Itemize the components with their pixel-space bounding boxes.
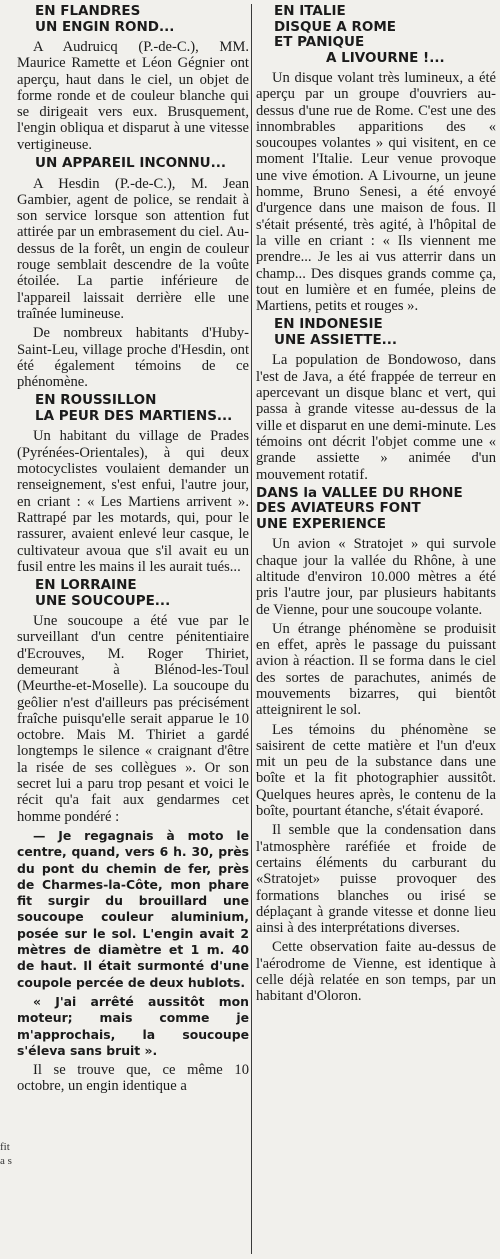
quoted-testimony-paragraph: « J'ai arrêté aussitôt mon moteur; mais comme je m'approchais, la soucoupe s'éleva sans bruit ». [17, 993, 249, 1058]
article-paragraph: Il semble que la condensation dans l'atmosphère raréfiée et froide de certains éléments du carburant du «Stratojet» puisse provoquer des formations blanches ou irisé se déplaçant à grande vitesse et donne lieu ainsi à des interprétations diverses. [256, 822, 496, 937]
article [256, 4, 496, 314]
right-column [256, 2, 496, 1008]
article-paragraph: Les témoins du phénomène se saisirent de cette matière et l'un d'eux mit un peu de la substance dans une boîte et la fit photographier aussitôt. Quelques heures après, le contenu de la boîte, pourtant étanche, s'était évaporé. [256, 721, 496, 820]
headline-line: UN APPAREIL INCONNU... [35, 155, 226, 172]
article-paragraph: Un avion « Stratojet » qui survole chaque jour la vallée du Rhône, à une altitude d'environ 10.000 mètres a été pris l'autre jour, par plusieurs habitants de Vienne, pour une soucoupe volante. [256, 536, 496, 618]
headline-line: DISQUE A ROME [274, 18, 396, 35]
column-rule [251, 4, 252, 1254]
headline-line: DANS la VALLEE DU RHONE [256, 484, 463, 501]
headline-line: A LIVOURNE !... [326, 49, 445, 66]
article-paragraph: Un disque volant très lumineux, a été aperçu par un groupe d'ouvriers au-dessus d'une rue de Rome. C'est une des innombrables apparitions des « soucoupes volantes » qui visitent, en ce moment l'Italie. Leur venue provoque une vive émotion. A Livourne, un jeune homme, Bruno Senesi, a été envoyé d'urgence dans une maison de fous. Il s'était présenté, très agité, à l'hôpital de la ville en criant : « Ils viennent me prendre... Je les ai vus atterrir dans un champ... Des disques grands comme ça, tout en lumière et en fumée, pleins de Martiens, petits et rouges ». [256, 70, 496, 315]
headline [17, 393, 249, 424]
headline-line: UNE ASSIETTE... [274, 331, 398, 348]
headline [256, 4, 496, 66]
article-paragraph: Un étrange phénomène se produisit en effet, après le passage du puissant avion à réaction. Il se forma dans le ciel des sortes de parachutes, animés de mouvements bizarres, qui bientôt atteignirent le sol. [256, 620, 496, 719]
headline-line: EN FLANDRES [35, 3, 141, 19]
headline-line: DES AVIATEURS FONT [256, 500, 421, 517]
article-paragraph: Il se trouve que, ce même 10 octobre, un engin identique a [17, 1062, 249, 1095]
article [256, 486, 496, 1005]
quoted-testimony-paragraph: — Je regagnais à moto le centre, quand, vers 6 h. 30, près du pont du chemin de fer, près de Charmes-la-Côte, mon phare fit surgir du brouillard une soucoupe couleur aluminium, posée sur le sol. L'engin avait 2 mètres de diamètre et 1 m. 40 de haut. Il était surmonté d'une coupole percée de deux hublots. [17, 827, 249, 990]
headline [256, 486, 496, 533]
article-paragraph: De nombreux habitants d'Huby-Saint-Leu, village proche d'Hesdin, ont été également témoins de ce phénomène. [17, 325, 249, 391]
article-paragraph: A Audruicq (P.-de-C.), MM. Maurice Ramette et Léon Gégnier ont aperçu, haut dans le ciel, un objet de forme ronde et de couleur blanche qui se dirigeait vers eux. Brusquement, l'engin obliqua et disparut à une vitesse vertigineuse. [17, 39, 249, 153]
headline [17, 4, 249, 35]
headline [17, 156, 249, 172]
left-column [17, 2, 249, 1098]
article [256, 317, 496, 482]
headline-line: EN INDONESIE [274, 316, 383, 333]
headline-line: EN LORRAINE [35, 577, 137, 594]
article-paragraph: Cette observation faite au-dessus de l'aérodrome de Vienne, est identique à celle déjà relatée en son temps, par un habitant d'Oloron. [256, 939, 496, 1005]
article-paragraph: La population de Bondowoso, dans l'est de Java, a été frappée de terreur en apercevant un disque blanc et vert, qui passa à grande vitesse au-dessus de la ville et disparut en une demi-minute. Les témoins ont décrit l'objet comme une « grande assiette » animée d'un mouvement rotatif. [256, 352, 496, 483]
article [17, 156, 249, 390]
headline-line: UN ENGIN ROND... [35, 18, 175, 35]
headline-line: ET PANIQUE [274, 34, 365, 50]
headline [17, 578, 249, 609]
headline-line: EN ITALIE [274, 3, 346, 19]
headline [256, 317, 496, 348]
headline-line: EN ROUSSILLON [35, 392, 157, 409]
headline-line: UNE EXPERIENCE [256, 515, 386, 532]
article [17, 578, 249, 1095]
article-paragraph: Un habitant du village de Prades (Pyrénées-Orientales), à qui deux motocyclistes voulaient demander un renseignement, s'est enfui, l'autre jour, en criant : « Les Martiens arrivent ». Rattrapé par les motards, qui, pour le rassurer, avaient enlevé leur casque, le cultivateur avoua que s'il avait eu un fusil entre les mains il les aurait tués... [17, 428, 249, 575]
headline-line: LA PEUR DES MARTIENS... [35, 407, 233, 424]
article [17, 4, 249, 153]
article [17, 393, 249, 575]
headline-line: UNE SOUCOUPE... [35, 592, 171, 609]
margin-fragment: fit a s [0, 1141, 12, 1167]
article-paragraph: A Hesdin (P.-de-C.), M. Jean Gambier, agent de police, se rendait à son service lorsque son attention fut attirée par un embrasement du ciel. Au-dessus de la forêt, un engin de couleur rouge semblait descendre de la voûte étoilée. La partie inférieure de l'appareil laissait derrière elle une traînée lumineuse. [17, 175, 249, 322]
article-paragraph: Une soucoupe a été vue par le surveillant d'un centre pénitentiaire d'Ecrouves, M. Roger Thiriet, demeurant à Blénod-les-Toul (Meurthe-et-Moselle). La soucoupe du geôlier n'est d'ailleurs pas précisément fraîche puisqu'elle serait apparue le 10 octobre. Mais M. Thiriet a gardé longtemps le silence « craignant d'être la risée de ses collègues ». Or son secret lui a paru trop pesant et voici le récit qu'a fait aux gendarmes cet homme pondéré : [17, 613, 249, 825]
